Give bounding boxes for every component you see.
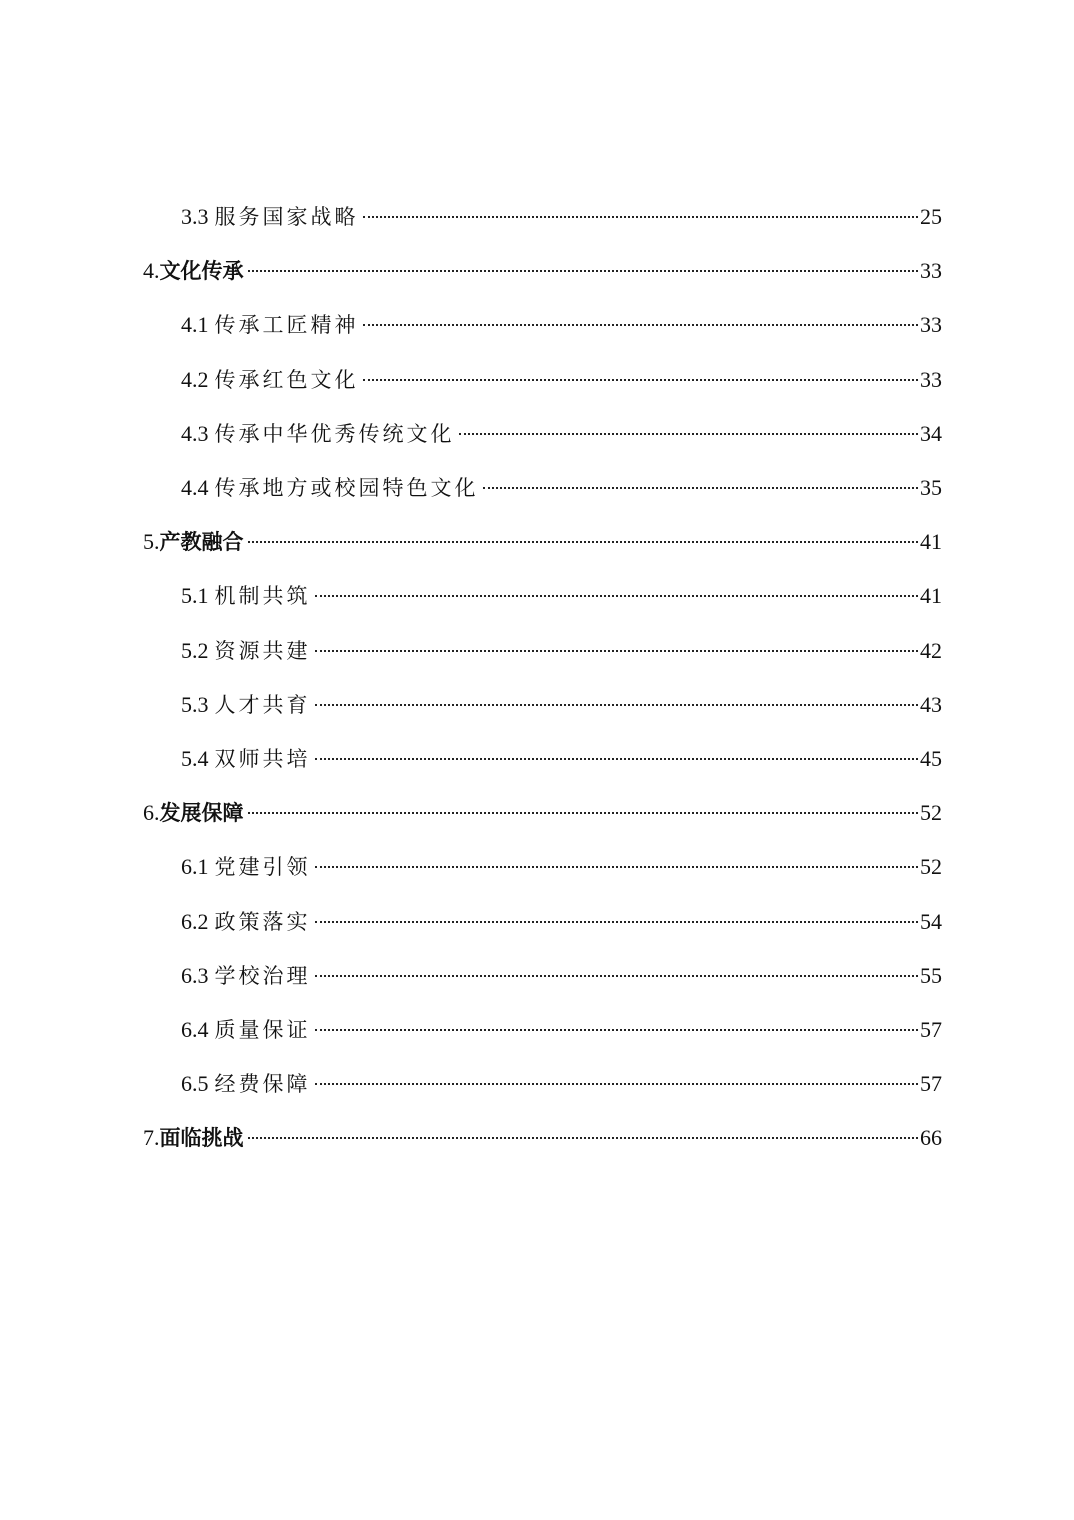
toc-entry[interactable] xyxy=(181,956,942,996)
toc-entry-page-number: 57 xyxy=(920,1071,942,1096)
toc-entry-number: 5.2 xyxy=(181,638,209,663)
toc-entry-page-number: 57 xyxy=(920,1017,942,1042)
toc-entry-title: 学校治理 xyxy=(214,964,311,988)
toc-entry[interactable] xyxy=(181,305,942,345)
toc-entry-number: 4. xyxy=(143,258,160,283)
toc-entry[interactable] xyxy=(181,360,942,400)
toc-dot-leader xyxy=(315,595,919,597)
toc-entry-title: 文化传承 xyxy=(159,259,244,283)
toc-entry-page-number: 33 xyxy=(920,258,942,283)
toc-entry-title: 传承地方或校园特色文化 xyxy=(214,476,479,500)
toc-entry-number: 6.4 xyxy=(181,1017,209,1042)
toc-dot-leader xyxy=(315,1029,919,1031)
toc-dot-leader xyxy=(363,379,919,381)
toc-entry-number: 6.5 xyxy=(181,1071,209,1096)
toc-entry[interactable] xyxy=(181,1010,942,1050)
toc-entry-title: 传承工匠精神 xyxy=(214,313,359,337)
toc-dot-leader xyxy=(363,216,919,218)
toc-entry[interactable] xyxy=(143,1118,942,1158)
toc-dot-leader xyxy=(248,541,919,543)
toc-entry-number: 5. xyxy=(143,529,160,554)
toc-dot-leader xyxy=(315,1083,919,1085)
toc-entry-number: 5.1 xyxy=(181,583,209,608)
toc-entry-page-number: 25 xyxy=(920,204,942,229)
toc-entry-title: 经费保障 xyxy=(214,1072,311,1096)
toc-entry[interactable] xyxy=(181,468,942,508)
toc-dot-leader xyxy=(315,650,919,652)
toc-dot-leader xyxy=(315,975,919,977)
toc-entry[interactable] xyxy=(181,1064,942,1104)
toc-entry-page-number: 52 xyxy=(920,854,942,879)
toc-entry-title: 人才共育 xyxy=(214,693,311,717)
toc-entry-title: 服务国家战略 xyxy=(214,205,359,229)
toc-entry-number: 5.4 xyxy=(181,746,209,771)
toc-entry-number: 6.1 xyxy=(181,854,209,879)
toc-entry-title: 党建引领 xyxy=(214,855,311,879)
toc-entry-number: 6.2 xyxy=(181,909,209,934)
toc-entry-title: 机制共筑 xyxy=(214,584,311,608)
toc-entry-number: 5.3 xyxy=(181,692,209,717)
toc-entry-title: 双师共培 xyxy=(214,747,311,771)
toc-entry-number: 6.3 xyxy=(181,963,209,988)
toc-entry-page-number: 52 xyxy=(920,800,942,825)
toc-entry-number: 4.4 xyxy=(181,475,209,500)
toc-entry[interactable] xyxy=(181,847,942,887)
toc-entry-title: 发展保障 xyxy=(159,801,244,825)
toc-entry-number: 4.1 xyxy=(181,312,209,337)
toc-dot-leader xyxy=(315,704,919,706)
toc-entry-page-number: 54 xyxy=(920,909,942,934)
toc-entry[interactable] xyxy=(181,739,942,779)
toc-entry-page-number: 41 xyxy=(920,583,942,608)
toc-entry-title: 传承红色文化 xyxy=(214,368,359,392)
toc-entry[interactable] xyxy=(181,902,942,942)
toc-entry-page-number: 34 xyxy=(920,421,942,446)
toc-dot-leader xyxy=(248,270,919,272)
toc-entry-page-number: 41 xyxy=(920,529,942,554)
toc-entry[interactable] xyxy=(181,685,942,725)
toc-dot-leader xyxy=(315,866,919,868)
toc-dot-leader xyxy=(459,433,919,435)
toc-entry[interactable] xyxy=(181,414,942,454)
toc-entry-title: 政策落实 xyxy=(214,910,311,934)
toc-dot-leader xyxy=(248,812,919,814)
toc-entry-title: 资源共建 xyxy=(214,639,311,663)
toc-entry-number: 7. xyxy=(143,1125,160,1150)
toc-entry-page-number: 45 xyxy=(920,746,942,771)
toc-dot-leader xyxy=(363,324,919,326)
toc-entry-title: 产教融合 xyxy=(159,530,244,554)
toc-entry-number: 6. xyxy=(143,800,160,825)
toc-entry[interactable] xyxy=(143,251,942,291)
toc-entry-page-number: 33 xyxy=(920,312,942,337)
toc-entry[interactable] xyxy=(181,197,942,237)
toc-entry[interactable] xyxy=(181,631,942,671)
toc-dot-leader xyxy=(315,758,919,760)
toc-entry-page-number: 66 xyxy=(920,1125,942,1150)
toc-entry-title: 质量保证 xyxy=(214,1018,311,1042)
toc-entry-page-number: 43 xyxy=(920,692,942,717)
toc-dot-leader xyxy=(483,487,919,489)
toc-entry-number: 4.2 xyxy=(181,367,209,392)
toc-dot-leader xyxy=(248,1137,919,1139)
toc-entry[interactable] xyxy=(143,522,942,562)
toc-entry-number: 4.3 xyxy=(181,421,209,446)
toc-entry-page-number: 35 xyxy=(920,475,942,500)
toc-entry-page-number: 42 xyxy=(920,638,942,663)
toc-entry-page-number: 33 xyxy=(920,367,942,392)
toc-entry[interactable] xyxy=(181,576,942,616)
toc-entry[interactable] xyxy=(143,793,942,833)
toc-entry-title: 面临挑战 xyxy=(159,1126,244,1150)
toc-dot-leader xyxy=(315,921,919,923)
toc-entry-page-number: 55 xyxy=(920,963,942,988)
toc-entry-number: 3.3 xyxy=(181,204,209,229)
toc-entry-title: 传承中华优秀传统文化 xyxy=(214,422,455,446)
